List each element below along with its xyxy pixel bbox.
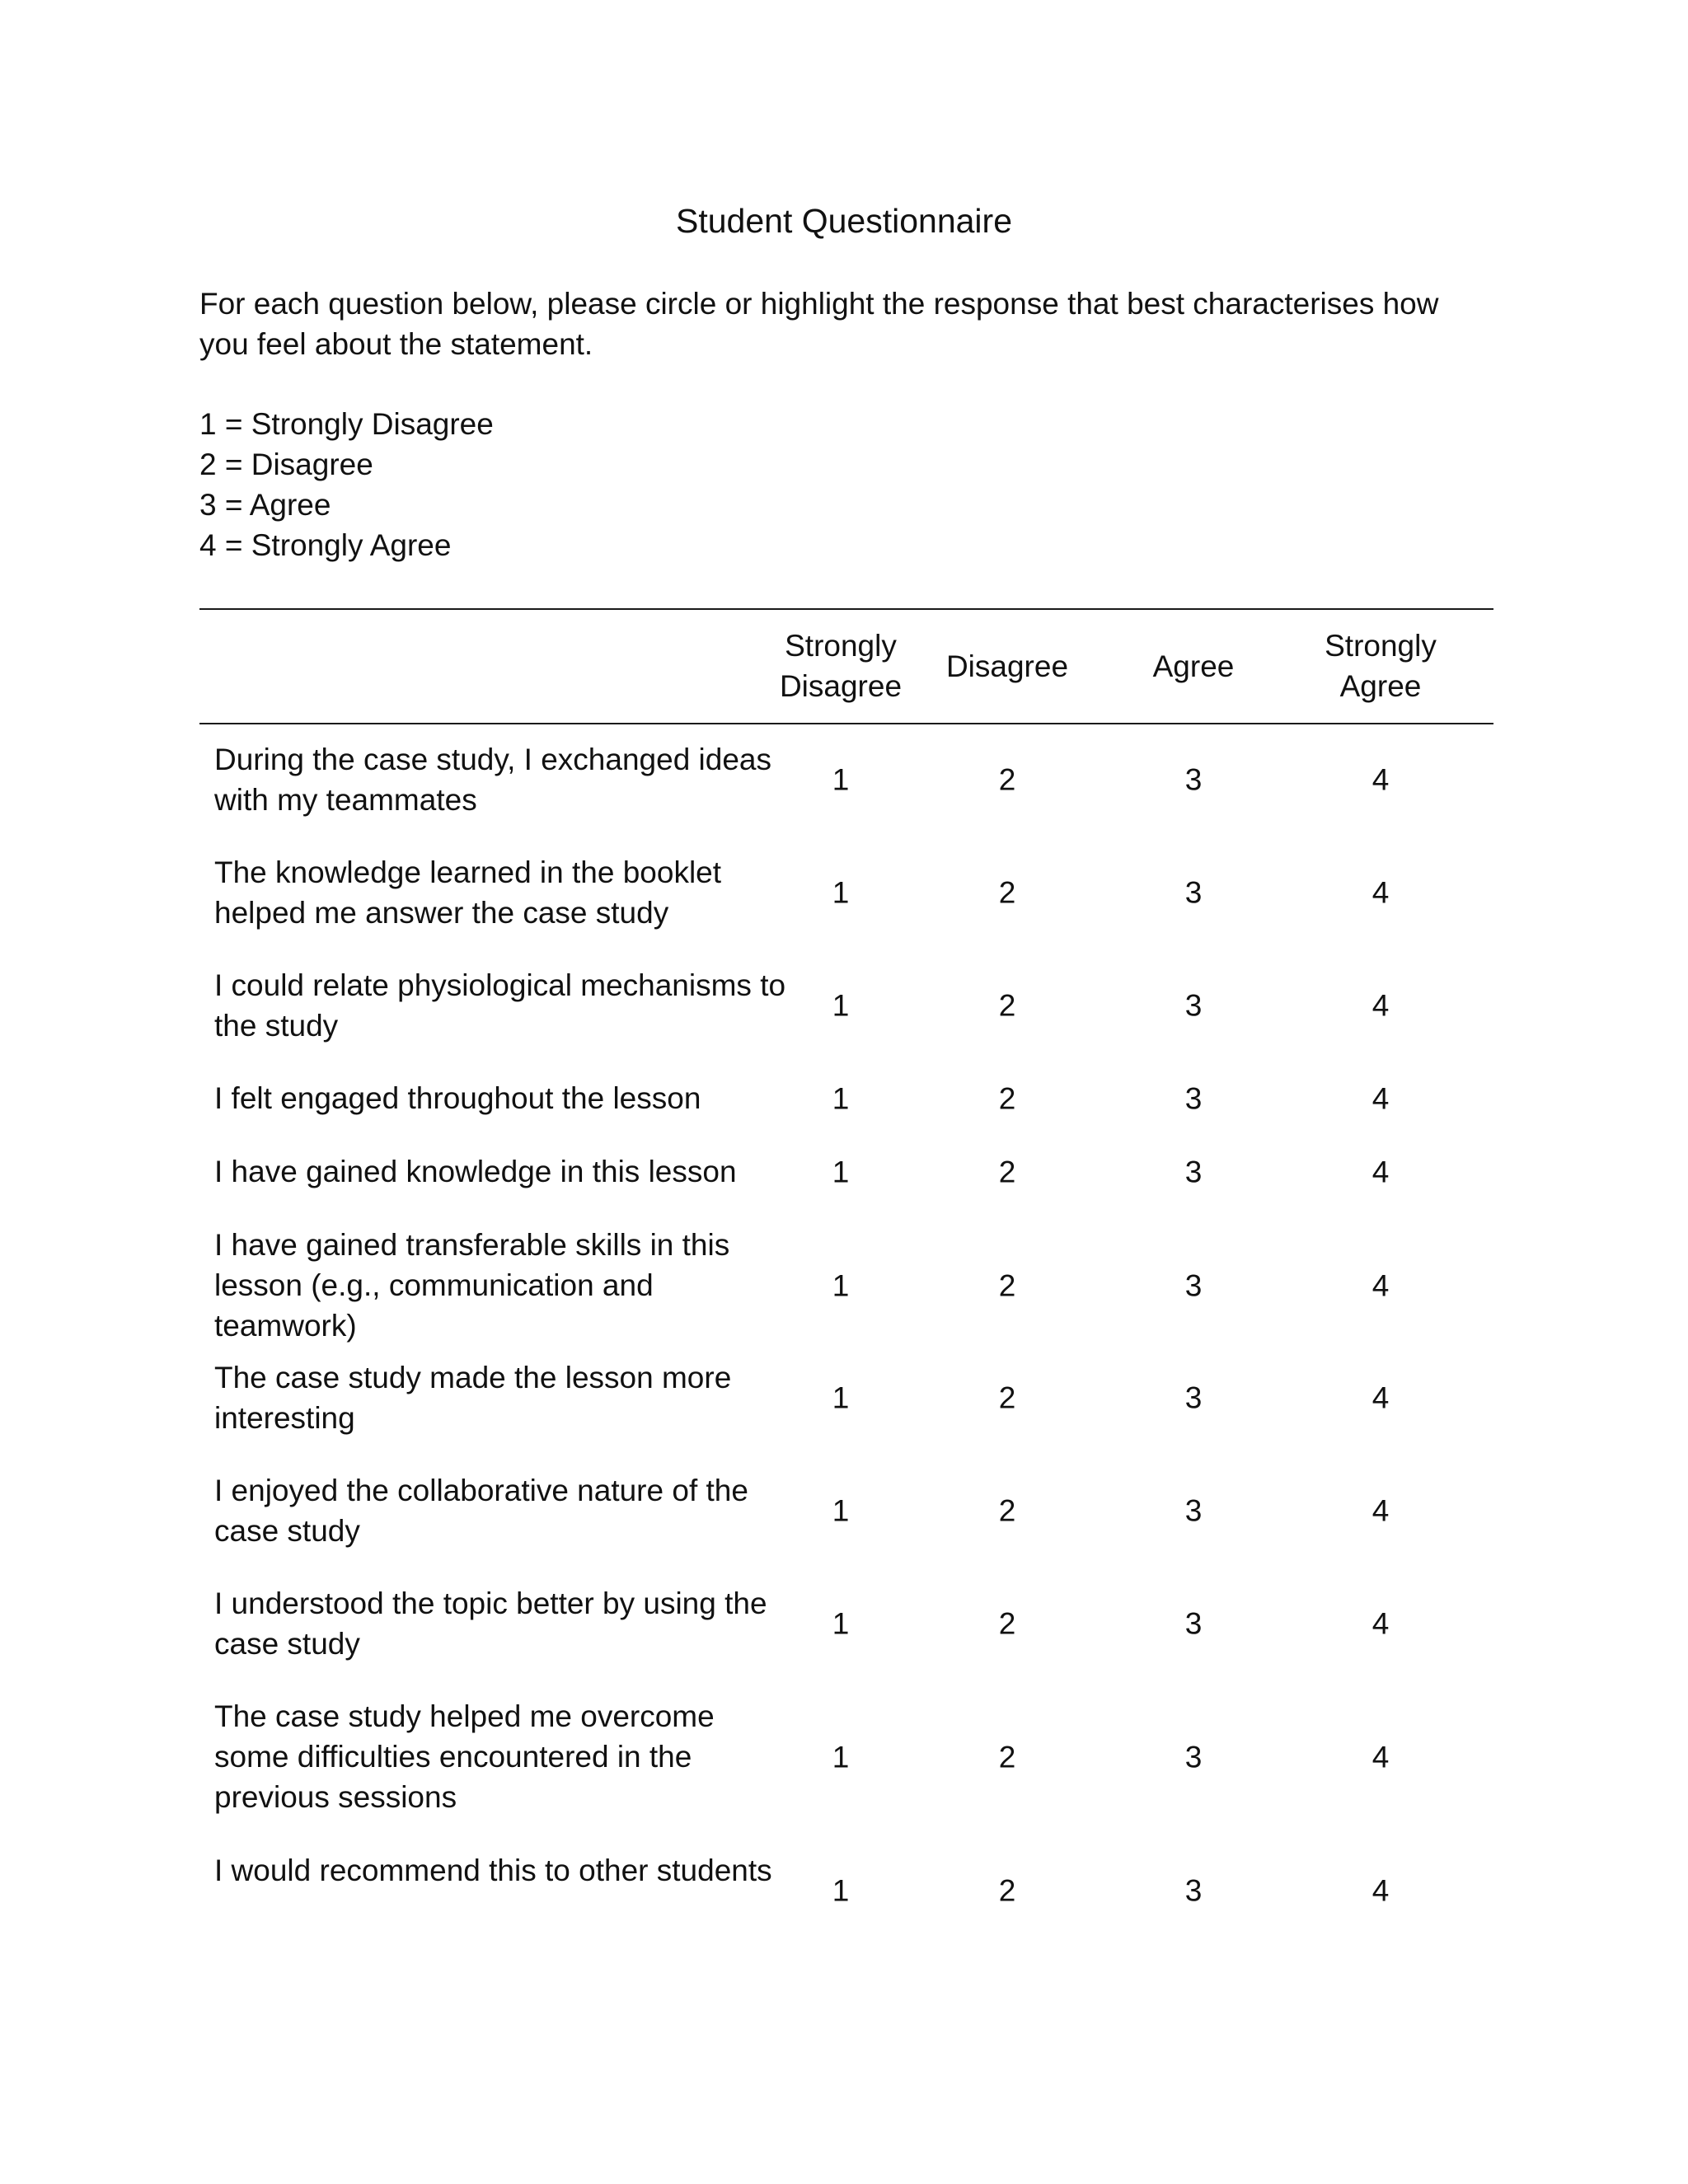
response-option-3[interactable]: 3 (1184, 1081, 1203, 1115)
response-option-2[interactable]: 2 (998, 1606, 1016, 1641)
response-option-3[interactable]: 3 (1184, 762, 1203, 797)
table-row (199, 1583, 1493, 1664)
table-row (199, 1078, 1493, 1118)
response-option-2[interactable]: 2 (998, 1081, 1016, 1115)
response-option-2[interactable]: 2 (998, 1873, 1016, 1908)
header-divider-rule (199, 723, 1493, 724)
response-option-4[interactable]: 4 (1372, 1155, 1390, 1188)
response-option-3[interactable]: 3 (1184, 1155, 1203, 1188)
column-header-disagree: Disagree (945, 649, 1069, 683)
response-option-2[interactable]: 2 (998, 1740, 1016, 1774)
response-option-1[interactable]: 1 (832, 1606, 850, 1641)
instructions-text: For each question below, please circle or highlight the response that best characterises how you feel about the statement. (199, 287, 1439, 361)
table-row (199, 1151, 1493, 1192)
column-header-strongly-disagree: Strongly Disagree (779, 629, 903, 703)
response-option-4[interactable]: 4 (1372, 1380, 1390, 1415)
response-option-4[interactable]: 4 (1372, 1081, 1390, 1115)
column-header-strongly-agree: Strongly Agree (1325, 629, 1437, 703)
response-option-2[interactable]: 2 (998, 762, 1016, 797)
response-option-3[interactable]: 3 (1184, 1740, 1203, 1774)
statement-text: I enjoyed the collaborative nature of the case study (214, 1474, 748, 1548)
statement-text: I have gained knowledge in this lesson (214, 1155, 737, 1188)
statement-text: I felt engaged throughout the lesson (214, 1081, 701, 1115)
table-row (199, 852, 1493, 933)
legend-item: 2 = Disagree (199, 448, 373, 481)
response-option-1[interactable]: 1 (832, 1155, 850, 1188)
statement-text: During the case study, I exchanged ideas with my teammates (214, 743, 772, 817)
statement-text: The knowledge learned in the booklet helped me answer the case study (214, 855, 722, 930)
response-option-4[interactable]: 4 (1372, 1873, 1390, 1908)
statement-text: I understood the topic better by using the case study (214, 1586, 767, 1661)
response-option-2[interactable]: 2 (998, 1380, 1016, 1415)
response-option-4[interactable]: 4 (1372, 762, 1390, 797)
response-option-2[interactable]: 2 (998, 875, 1016, 910)
statement-text: I would recommend this to other students (214, 1854, 772, 1887)
table-row (199, 1357, 1493, 1438)
table-row (199, 1850, 1493, 1931)
table-row (199, 1225, 1493, 1346)
response-option-4[interactable]: 4 (1372, 1740, 1390, 1774)
response-option-3[interactable]: 3 (1184, 1380, 1203, 1415)
response-option-1[interactable]: 1 (832, 988, 850, 1023)
response-option-2[interactable]: 2 (998, 1493, 1016, 1528)
response-option-3[interactable]: 3 (1184, 1606, 1203, 1641)
response-option-4[interactable]: 4 (1372, 1493, 1390, 1528)
table-row (199, 1696, 1493, 1817)
response-option-3[interactable]: 3 (1184, 875, 1203, 910)
response-option-1[interactable]: 1 (832, 1873, 850, 1908)
column-header-agree: Agree (1152, 649, 1235, 683)
response-option-1[interactable]: 1 (832, 1081, 850, 1115)
response-option-1[interactable]: 1 (832, 762, 850, 797)
table-row (199, 739, 1493, 820)
legend-item: 3 = Agree (199, 488, 331, 522)
response-option-4[interactable]: 4 (1372, 1606, 1390, 1641)
legend-item: 1 = Strongly Disagree (199, 407, 494, 441)
response-option-4[interactable]: 4 (1372, 875, 1390, 910)
page-title: Student Questionnaire (676, 202, 1012, 240)
response-option-2[interactable]: 2 (998, 1268, 1016, 1302)
table-row (199, 965, 1493, 1046)
response-option-1[interactable]: 1 (832, 875, 850, 910)
legend-item: 4 = Strongly Agree (199, 528, 452, 562)
response-option-3[interactable]: 3 (1184, 1493, 1203, 1528)
response-option-2[interactable]: 2 (998, 988, 1016, 1023)
response-option-2[interactable]: 2 (998, 1155, 1016, 1188)
response-option-4[interactable]: 4 (1372, 1268, 1390, 1302)
response-option-3[interactable]: 3 (1184, 1268, 1203, 1302)
response-option-1[interactable]: 1 (832, 1493, 850, 1528)
response-option-3[interactable]: 3 (1184, 1873, 1203, 1908)
table-row (199, 1470, 1493, 1551)
response-option-1[interactable]: 1 (832, 1740, 850, 1774)
response-option-1[interactable]: 1 (832, 1380, 850, 1415)
table-top-rule (199, 608, 1493, 610)
response-option-3[interactable]: 3 (1184, 988, 1203, 1023)
statement-text: The case study helped me overcome some difficulties encountered in the previous sessions (214, 1699, 715, 1814)
statement-text: The case study made the lesson more interesting (214, 1361, 732, 1435)
response-option-4[interactable]: 4 (1372, 988, 1390, 1023)
response-option-1[interactable]: 1 (832, 1268, 850, 1302)
statement-text: I could relate physiological mechanisms to the study (214, 968, 786, 1043)
statement-text: I have gained transferable skills in this lesson (e.g., communication and teamwork) (214, 1228, 730, 1343)
scale-legend (199, 404, 494, 565)
